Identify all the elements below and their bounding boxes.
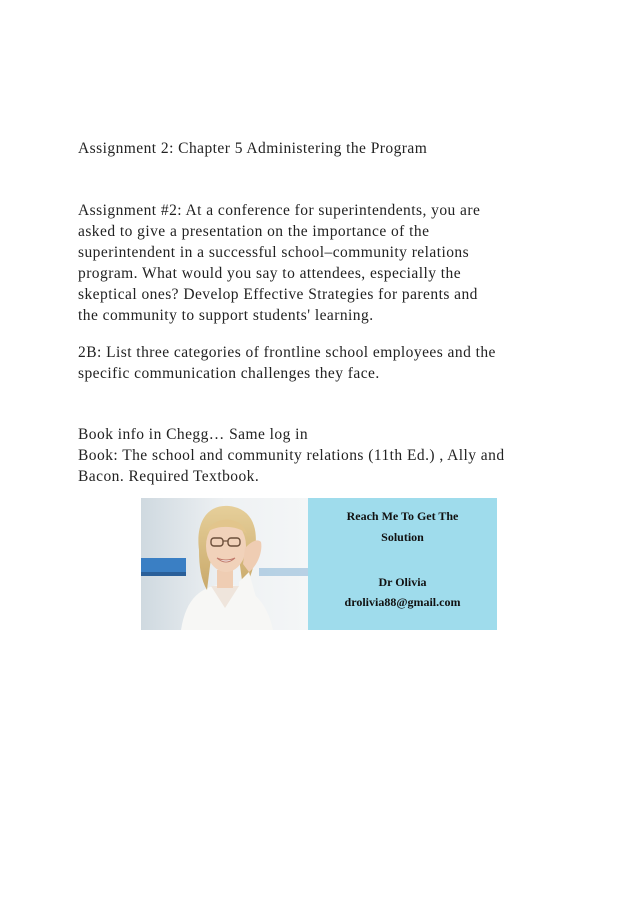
document-title: Assignment 2: Chapter 5 Administering the Program xyxy=(78,140,428,157)
contact-info-panel xyxy=(308,498,497,630)
contact-name: Dr Olivia xyxy=(378,575,427,589)
paragraph-line: Book: The school and community relations (11th Ed.) , Ally and xyxy=(78,447,505,464)
paragraph-line: Bacon. Required Textbook. xyxy=(78,468,260,485)
paragraph-line: the community to support students' learning. xyxy=(78,307,374,324)
promo-headline: Reach Me To Get The xyxy=(346,509,459,523)
paragraph-line: Book info in Chegg… Same log in xyxy=(78,426,309,443)
contact-banner xyxy=(141,498,497,630)
promo-headline-continued: Solution xyxy=(381,530,424,544)
paragraph-line: asked to give a presentation on the importance of the xyxy=(78,223,430,240)
paragraph-line: skeptical ones? Develop Effective Strategies for parents and xyxy=(78,286,478,303)
paragraph-line: 2B: List three categories of frontline school employees and the xyxy=(78,344,496,361)
paragraph-line: Assignment #2: At a conference for superintendents, you are xyxy=(78,202,481,219)
contact-email: drolivia88@gmail.com xyxy=(344,595,461,609)
tutor-photo xyxy=(141,498,308,630)
paragraph-line: specific communication challenges they face. xyxy=(78,365,380,382)
paragraph-line: program. What would you say to attendees, especially the xyxy=(78,265,462,282)
paragraph-line: superintendent in a successful school–community relations xyxy=(78,244,470,261)
